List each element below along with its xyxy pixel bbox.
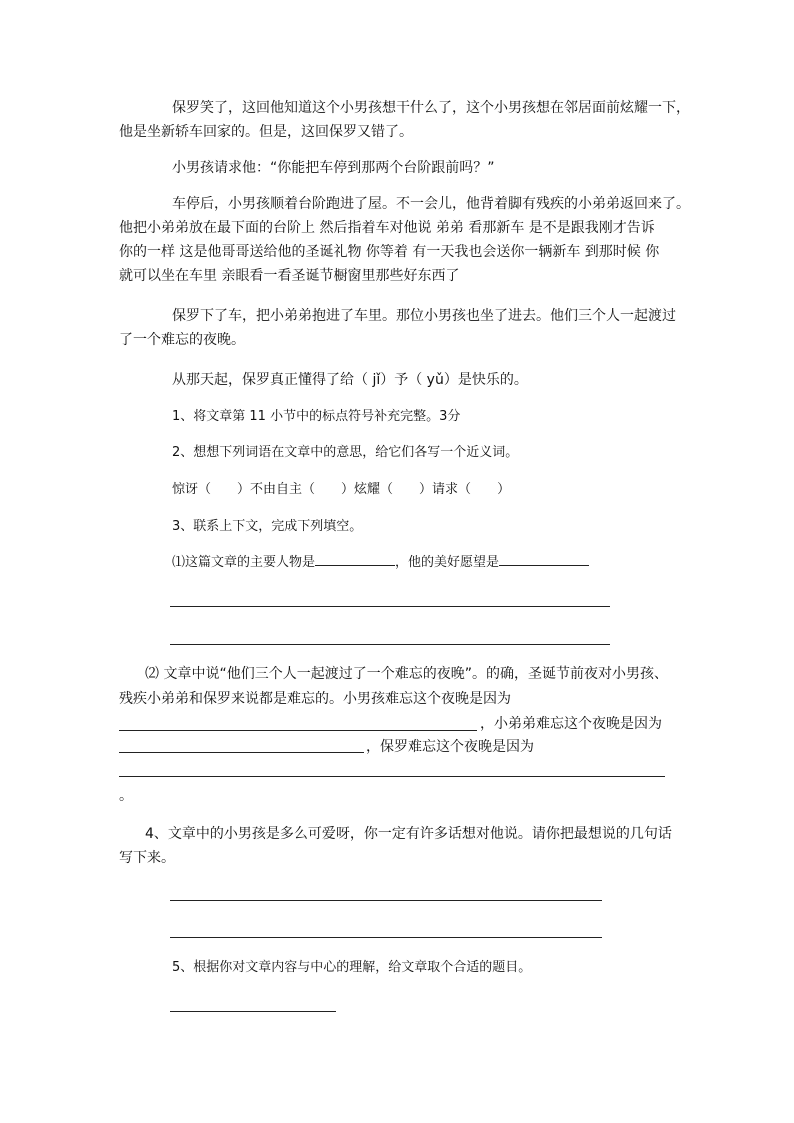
q2-word-4: ）请求（ bbox=[419, 482, 472, 497]
q3-1-blank-wish[interactable] bbox=[499, 553, 589, 566]
question-3-2-end: 。 bbox=[119, 788, 133, 804]
story-p3-line4: 就可以坐在车里 亲眼看一看圣诞节橱窗里那些好东西了 bbox=[119, 268, 460, 284]
question-3-1 bbox=[172, 553, 589, 573]
q2-word-2: ）不由自主（ bbox=[237, 482, 316, 497]
q3-1-text-b: ，他的美好愿望是 bbox=[395, 555, 500, 570]
q3-2-blank-brother[interactable] bbox=[119, 752, 364, 753]
q2-word-3: ）炫耀（ bbox=[341, 482, 394, 497]
story-p2: 小男孩请求他：“你能把车停到那两个台阶跟前吗？” bbox=[172, 160, 495, 176]
question-4-line1: 4、文章中的小男孩是多么可爱呀，你一定有许多话想对他说。请你把最想说的几句话 bbox=[145, 826, 672, 842]
q2-word-1: 惊讶（ bbox=[172, 482, 212, 497]
story-p1-line2: 他是坐新轿车回家的。但是，这回保罗又错了。 bbox=[119, 124, 413, 140]
question-3-2-line2: 残疾小弟弟和保罗来说都是难忘的。小男孩难忘这个夜晚是因为 bbox=[119, 691, 511, 707]
q3-1-text-a: ⑴这篇文章的主要人物是 bbox=[172, 555, 316, 570]
question-2-words bbox=[172, 480, 510, 500]
question-3-2-line3: ，小弟弟难忘这个夜晚是因为 bbox=[480, 716, 662, 732]
q3-1-answer-line-2[interactable] bbox=[170, 644, 610, 645]
question-3: 3、联系上下文，完成下列填空。 bbox=[172, 519, 363, 534]
story-p4-line1: 保罗下了车，把小弟弟抱进了车里。那位小男孩也坐了进去。他们三个人一起渡过 bbox=[172, 308, 676, 324]
q5-title-blank[interactable] bbox=[170, 1011, 336, 1012]
question-1: 1、将文章第 11 小节中的标点符号补充完整。3分 bbox=[172, 409, 461, 424]
question-2: 2、想想下列词语在文章中的意思，给它们各写一个近义词。 bbox=[172, 445, 519, 460]
q3-2-blank-boy[interactable] bbox=[119, 730, 477, 731]
story-p4-line2: 了一个难忘的夜晚。 bbox=[119, 332, 245, 348]
question-3-2-line1: ⑵ 文章中说“他们三个人一起渡过了一个难忘的夜晚”。的确，圣诞节前夜对小男孩、 bbox=[145, 666, 668, 682]
question-4-line2: 写下来。 bbox=[119, 850, 175, 866]
story-p1-line1: 保罗笑了，这回他知道这个小男孩想干什么了，这个小男孩想在邻居面前炫耀一下， bbox=[172, 100, 690, 116]
q4-answer-line-1[interactable] bbox=[170, 900, 602, 901]
story-p5: 从那天起，保罗真正懂得了给（ jǐ）予（ yǔ）是快乐的。 bbox=[172, 372, 528, 388]
q4-answer-line-2[interactable] bbox=[170, 937, 602, 938]
question-5: 5、根据你对文章内容与中心的理解，给文章取个合适的题目。 bbox=[172, 960, 532, 975]
q3-1-answer-line-1[interactable] bbox=[170, 606, 610, 607]
question-3-2-line4: ，保罗难忘这个夜晚是因为 bbox=[366, 739, 534, 755]
story-p3-line2: 他把小弟弟放在最下面的台阶上 然后指着车对他说 弟弟 看那新车 是不是跟我刚才告诉 bbox=[119, 220, 655, 236]
story-p3-line1: 车停后，小男孩顺着台阶跑进了屋。不一会儿，他背着脚有残疾的小弟弟返回来了。 bbox=[172, 196, 690, 212]
q3-1-blank-character[interactable] bbox=[315, 553, 395, 566]
story-p3-line3: 你的一样 这是他哥哥送给他的圣诞礼物 你等着 有一天我也会送你一辆新车 到那时候 你 bbox=[119, 244, 660, 260]
q3-2-blank-paul[interactable] bbox=[119, 776, 665, 777]
q2-word-5: ） bbox=[497, 482, 511, 497]
